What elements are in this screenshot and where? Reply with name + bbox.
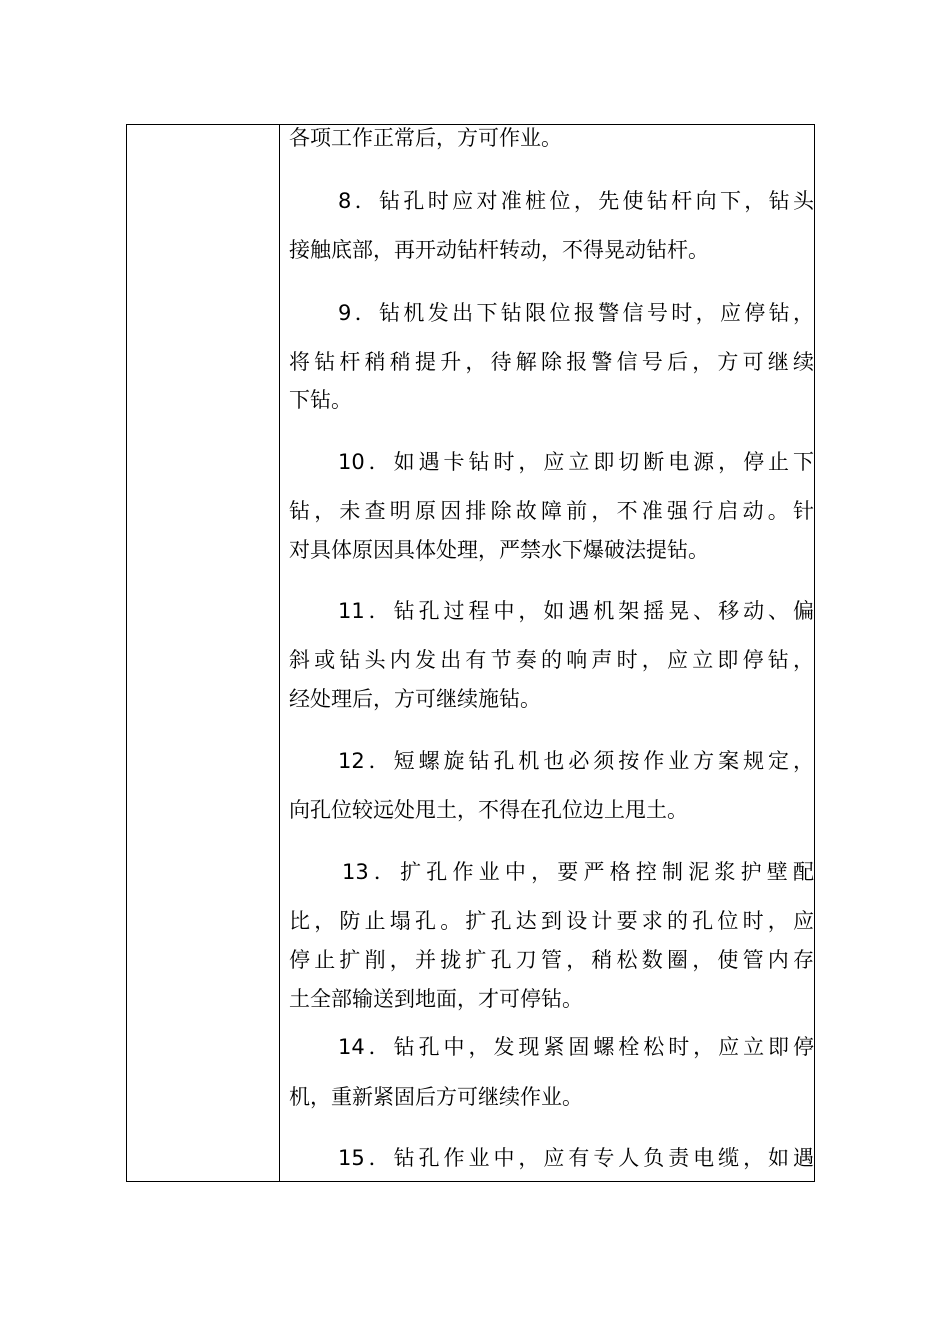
item-15-line-1: 15．钻孔作业中，应有专人负责电缆，如遇 xyxy=(338,1146,814,1170)
document-table xyxy=(126,124,815,1182)
item-10-line-2: 钻，未查明原因排除故障前，不准强行启动。针 xyxy=(289,499,814,523)
item-12-line-2: 向孔位较远处甩土，不得在孔位边上甩土。 xyxy=(289,798,688,822)
item-8-line-1: 8．钻孔时应对准桩位，先使钻杆向下，钻头 xyxy=(338,189,814,213)
text-line: 各项工作正常后，方可作业。 xyxy=(289,126,562,150)
item-10-line-3: 对具体原因具体处理，严禁水下爆破法提钻。 xyxy=(289,538,709,562)
item-13-line-3: 停止扩削，并拢扩孔刀管，稍松数圈，使管内存 xyxy=(289,948,814,972)
item-11-line-2: 斜或钻头内发出有节奏的响声时，应立即停钻， xyxy=(289,648,814,672)
item-14-line-1: 14．钻孔中，发现紧固螺栓松时，应立即停 xyxy=(338,1035,814,1059)
content-cell xyxy=(280,125,814,1181)
item-12-line-1: 12．短螺旋钻孔机也必须按作业方案规定， xyxy=(338,749,814,773)
item-10-line-1: 10．如遇卡钻时，应立即切断电源，停止下 xyxy=(338,450,814,474)
item-13-line-2: 比，防止塌孔。扩孔达到设计要求的孔位时，应 xyxy=(289,909,814,933)
left-cell xyxy=(127,125,279,1181)
item-11-line-3: 经处理后，方可继续施钻。 xyxy=(289,687,541,711)
item-14-line-2: 机，重新紧固后方可继续作业。 xyxy=(289,1085,583,1109)
item-8-line-2: 接触底部，再开动钻杆转动，不得晃动钻杆。 xyxy=(289,238,709,262)
item-11-line-1: 11．钻孔过程中，如遇机架摇晃、移动、偏 xyxy=(338,599,814,623)
item-13-line-1: 13．扩孔作业中，要严格控制泥浆护壁配 xyxy=(342,860,814,884)
item-9-line-2: 将钻杆稍稍提升，待解除报警信号后，方可继续 xyxy=(289,350,814,374)
item-9-line-3: 下钻。 xyxy=(289,388,352,412)
item-9-line-1: 9．钻机发出下钻限位报警信号时，应停钻， xyxy=(338,301,814,325)
item-13-line-4: 土全部输送到地面，才可停钻。 xyxy=(289,987,583,1011)
